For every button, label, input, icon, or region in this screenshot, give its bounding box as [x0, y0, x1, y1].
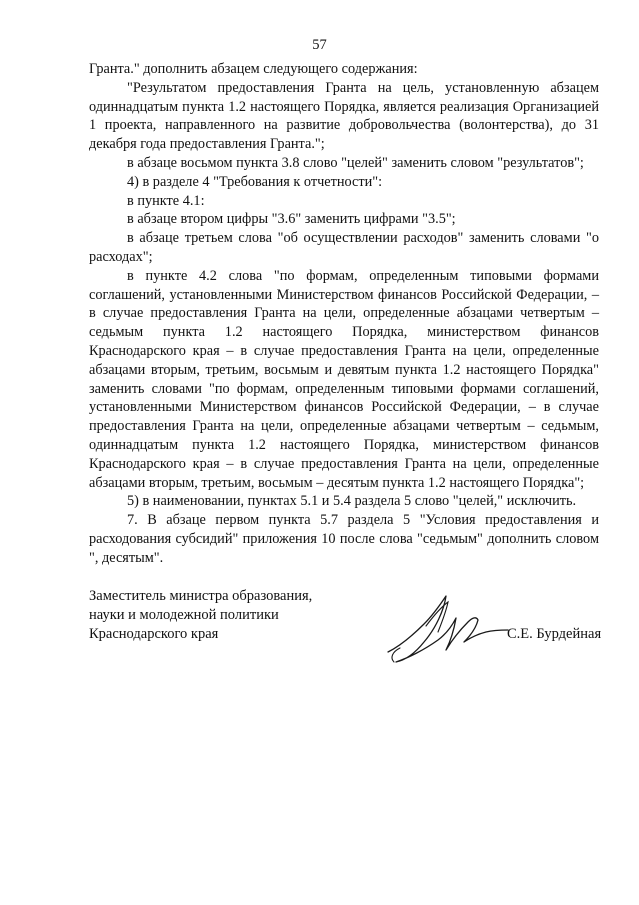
- paragraph: в пункте 4.2 слова "по формам, определенным типовыми формами соглашений, установленными Министерством финансов Российской Федерации, – в случае предоставления Гранта на цели, определенные абзацами четвертым – седьмым пункта 1.2 настоящего Порядка, министерством финансов Краснодарского края – в случае предоставления Гранта на цели, определенные абзацами вторым, третьим, восьмым и девятым пункта 1.2 настоящего Порядка" заменить словами "по формам, определенным типовыми формами соглашений, установленными Министерством финансов Российской Федерации, – в случае предоставления Гранта на цели, определенные абзацами четвертым – седьмым, одиннадцатым пункта 1.2 настоящего Порядка, министерством финансов Краснодарского края – в случае предоставления Гранта на цели, определенные абзацами вторым, третьим, восьмым – десятым пункта 1.2 настоящего Порядка";: [89, 267, 599, 491]
- paragraph: "Результатом предоставления Гранта на цель, установленную абзацем одиннадцатым пункта 1.2 настоящего Порядка, является реализация Организацией 1 проекта, направленного на развитие добровольчества (волонтерства), до 31 декабря года предоставления Гранта.";: [89, 79, 599, 153]
- signer-title-line: науки и молодежной политики: [89, 606, 279, 623]
- paragraph: в абзаце третьем слова "об осуществлении расходов" заменить словами "о расходах";: [89, 230, 599, 265]
- handwritten-signature: [380, 588, 510, 670]
- signer-title-line: Заместитель министра образования,: [89, 588, 313, 604]
- document-body: [89, 60, 599, 568]
- paragraph: Гранта." дополнить абзацем следующего содержания:: [89, 61, 418, 77]
- paragraph: в пункте 4.1:: [127, 192, 205, 209]
- paragraph: 4) в разделе 4 "Требования к отчетности":: [127, 173, 383, 190]
- page-number: 57: [312, 37, 327, 53]
- signer-title-line: Краснодарского края: [89, 625, 219, 642]
- paragraph: в абзаце восьмом пункта 3.8 слово "целей" заменить словом "результатов";: [127, 154, 584, 171]
- paragraph: в абзаце втором цифры "3.6" заменить цифрами "3.5";: [127, 211, 456, 228]
- paragraph: 5) в наименовании, пунктах 5.1 и 5.4 раздела 5 слово "целей," исключить.: [127, 493, 577, 510]
- paragraph: 7. В абзаце первом пункта 5.7 раздела 5 "Условия предоставления и расходования субсидий" приложения 10 после слова "седьмым" дополнить словом ", десятым".: [89, 512, 599, 566]
- signer-title-block: [89, 587, 312, 643]
- signer-name: С.Е. Бурдейная: [507, 626, 602, 642]
